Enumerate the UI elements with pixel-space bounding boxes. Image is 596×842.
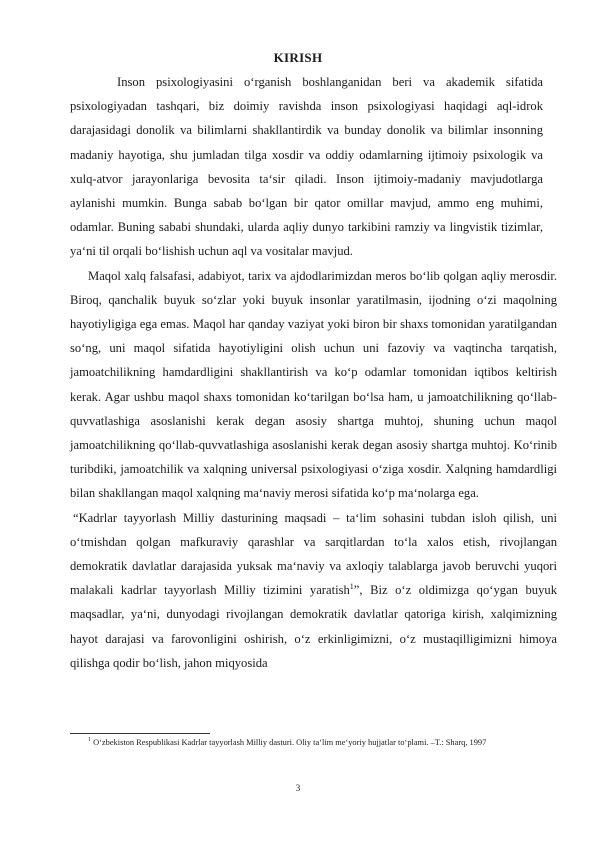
footnote <box>88 736 556 749</box>
footnote-reference[interactable]: 1 <box>349 582 354 592</box>
page-number: 3 <box>295 783 301 793</box>
paragraph-2: Maqol xalq falsafasi, adabiyot, tarix va ajdodlarimizdan meros bo‘lib qolgan aqliy merosdir. Biroq, qanchalik buyuk so‘zlar yoki buyuk insonlar yaratilmasin, ijodning o‘zi maqolning hayotiyligiga ega emas. Maqol har qanday vaziyat yoki biron bir shaxs tomonidan yaratilgandan so‘ng, uni maqol sifatida hayotiyligini olish uchun uni fazoviy va vaqtincha tarqatish, jamoatchilikning hamdardligini shakllantirish va ko‘p odamlar tomonidan iqtibos keltirish kerak. Agar ushbu maqol shaxs tomonidan ko‘tarilgan bo‘lsa ham, u jamoatchilikning qo‘llab-quvvatlashiga asoslanishi kerak degan asosiy shartga muhtoj, shuning uchun maqol jamoatchilikning qo‘llab-quvvatlashiga asoslanishi kerak degan asosiy shartga muhtoj. Ko‘rinib turibdiki, jamoatchilik va xalqning universal psixologiyasi o‘ziga xosdir. Xalqning hamdardligi bilan shakllangan maqol xalqning ma‘naviy merosi sifatida ko‘p ma‘nolarga ega. <box>70 268 557 501</box>
footnote-number: 1 <box>88 737 91 744</box>
paragraph-3-continuation: ”, Biz o‘z oldimizga qo‘ygan buyuk maqsadlar, ya‘ni, dunyodagi rivojlangan demokratik davlatlar qatoriga kirish, xalqimizning hayot darajasi va farovonligini oshirish, o‘z erkinligimizni, o‘z mustaqilligimizni himoya qilishga qodir bo‘lish, jahon miqyosida <box>70 583 557 670</box>
footnote-text: O‘zbekiston Respublikasi Kadrlar tayyorlash Milliy dasturi. Oliy ta‘lim me‘yoriy hujjatlar to‘plami. –T.: Sharq, 1997 <box>91 738 487 747</box>
body-text <box>70 70 557 675</box>
footnote-divider <box>70 733 210 734</box>
paragraph-3 <box>70 506 557 675</box>
paragraph-1: Inson psixologiyasini o‘rganish boshlanganidan beri va akademik sifatida psixologiyadan tashqari, biz doimiy ravishda inson psixologiyasi haqidagi aql-idrok darajasidagi donolik va bilimlarni shakllantirdik va bunday donolik va bilimlar insonning madaniy hayotiga, shu jumladan tilga xosdir va oddiy odamlarning ijtimoiy psixologik va xulq-atvor jarayonlariga bevosita ta‘sir qiladi. Inson ijtimoiy-madaniy mavjudotlarga aylanishi mumkin. Bunga sabab bo‘lgan bir qator omillar mavjud, ammo eng muhimi, odamlar. Buning sababi shundaki, ularda aqliy dunyo tarkibini ramziy va lingvistik tizimlar, ya‘ni til orqali bo‘lishish uchun aql va vositalar mavjud. <box>70 75 543 259</box>
paragraph-3-text: “Kadrlar tayyorlash Milliy dasturining maqsadi – ta‘lim sohasini tubdan isloh qilish, uni o‘tmishdan qolgan mafkuraviy qarashlar va sarqitlardan to‘la xalos etish, rivojlangan demokratik davlatlar darajasida yuksak ma‘naviy va axloqiy talablarga javob beruvchi yuqori malakali kadrlar tayyorlash Milliy tizimini yaratish <box>70 510 557 598</box>
section-title: KIRISH <box>273 50 323 65</box>
